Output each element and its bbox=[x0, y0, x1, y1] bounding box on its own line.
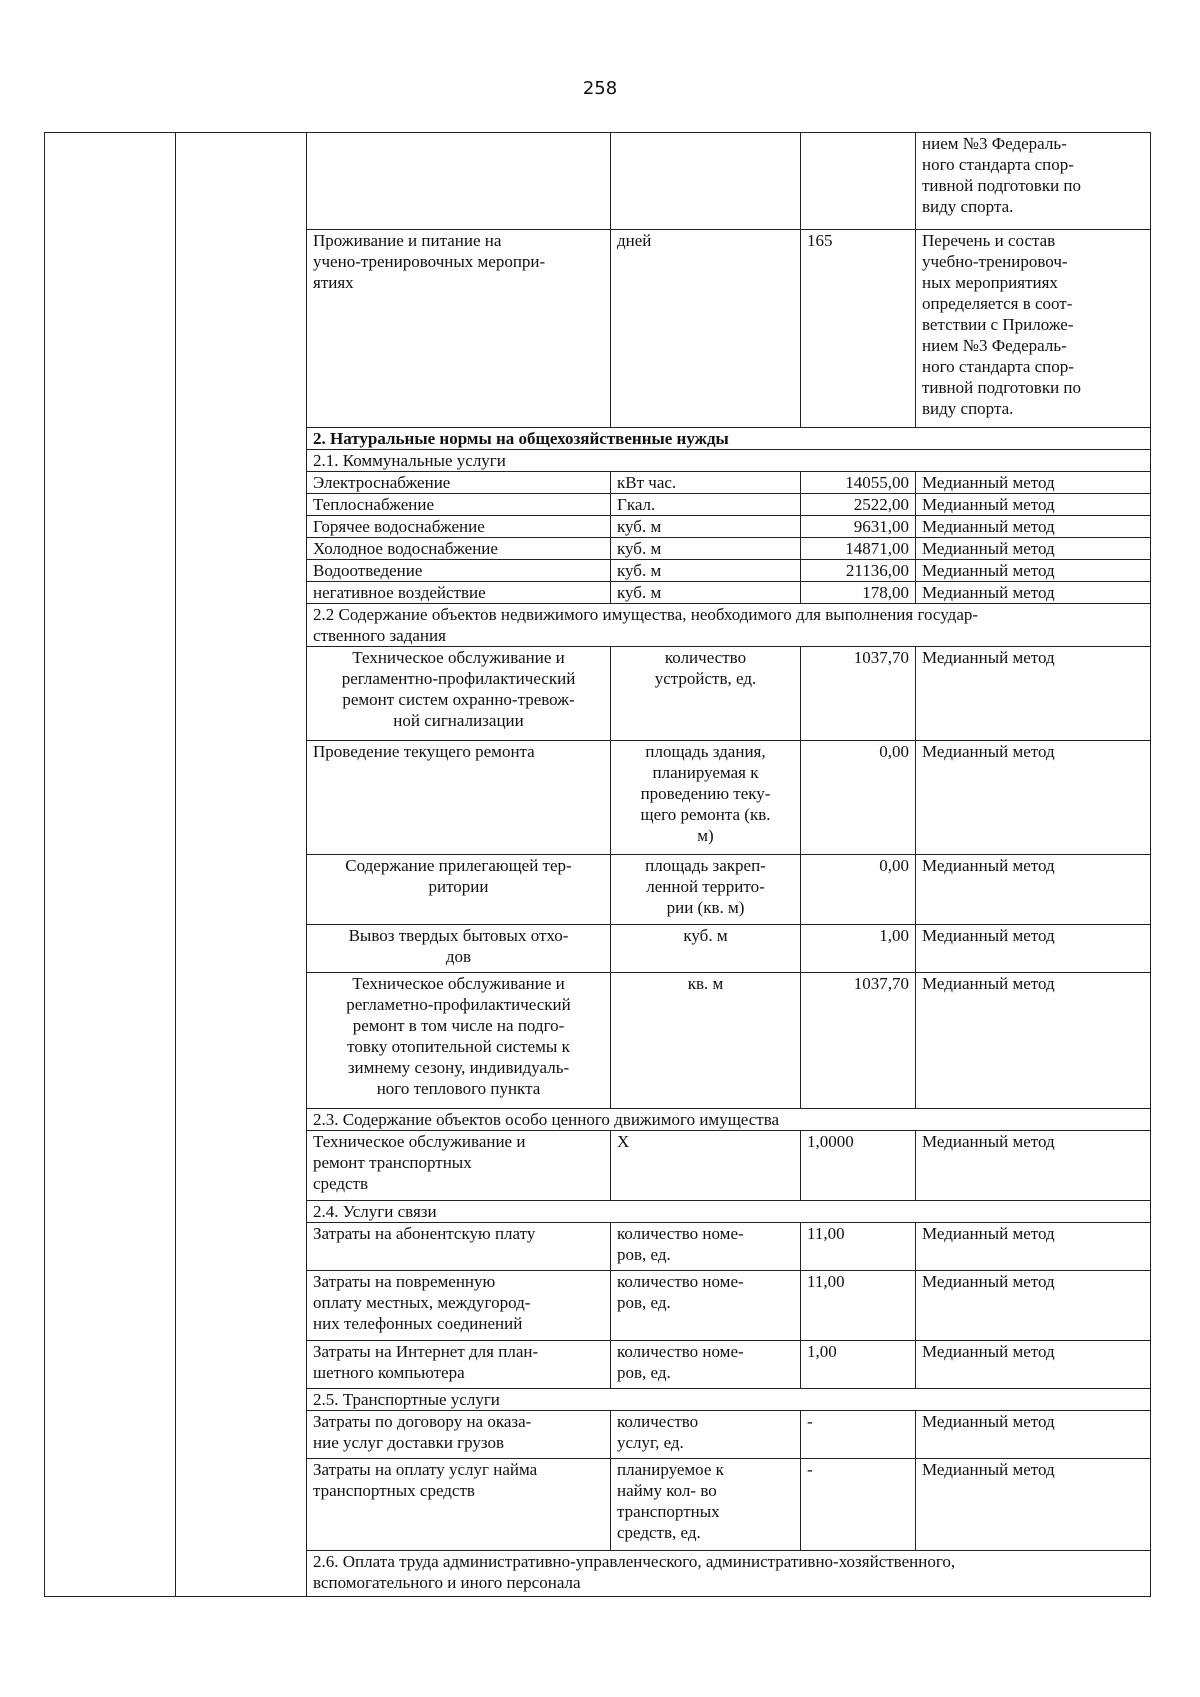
property-item-value: 1037,70 bbox=[801, 973, 916, 1109]
property-item-value: 0,00 bbox=[801, 741, 916, 855]
comm-item-value: 11,00 bbox=[801, 1223, 916, 1271]
utility-name: Холодное водоснабжение bbox=[307, 538, 611, 560]
comm-item-value: 11,00 bbox=[801, 1271, 916, 1341]
comm-item-method: Медианный метод bbox=[916, 1341, 1151, 1389]
comm-item-method: Медианный метод bbox=[916, 1271, 1151, 1341]
row-value: 165 bbox=[801, 230, 916, 428]
property-item-method: Медианный метод bbox=[916, 925, 1151, 973]
utility-value: 9631,00 bbox=[801, 516, 916, 538]
property-item-value: 0,00 bbox=[801, 855, 916, 925]
transport-item-name: Затраты по договору на оказа- ние услуг доставки грузов bbox=[307, 1411, 611, 1459]
comm-item-value: 1,00 bbox=[801, 1341, 916, 1389]
comm-item-name: Затраты на повременную оплату местных, междугород- них телефонных соединений bbox=[307, 1271, 611, 1341]
row-unit: дней bbox=[611, 230, 801, 428]
row-name bbox=[307, 133, 611, 230]
movable-item-unit: X bbox=[611, 1131, 801, 1201]
property-item-value: 1037,70 bbox=[801, 647, 916, 741]
comm-item-name: Затраты на абонентскую плату bbox=[307, 1223, 611, 1271]
utility-method: Медианный метод bbox=[916, 560, 1151, 582]
property-item-name: Проведение текущего ремонта bbox=[307, 741, 611, 855]
transport-item-method: Медианный метод bbox=[916, 1459, 1151, 1551]
norms-table bbox=[44, 132, 1151, 1597]
utility-name: Горячее водоснабжение bbox=[307, 516, 611, 538]
row-value bbox=[801, 133, 916, 230]
utility-name: Электроснабжение bbox=[307, 472, 611, 494]
comm-item-name: Затраты на Интернет для план- шетного компьютера bbox=[307, 1341, 611, 1389]
utility-unit: куб. м bbox=[611, 538, 801, 560]
utility-name: негативное воздействие bbox=[307, 582, 611, 604]
property-item-name: Вывоз твердых бытовых отхо- дов bbox=[307, 925, 611, 973]
utility-unit: кВт час. bbox=[611, 472, 801, 494]
page-number: 258 bbox=[582, 78, 618, 99]
property-item-unit: кв. м bbox=[611, 973, 801, 1109]
transport-item-method: Медианный метод bbox=[916, 1411, 1151, 1459]
utility-name: Водоотведение bbox=[307, 560, 611, 582]
property-item-unit: площадь закреп- ленной террито- рии (кв. м) bbox=[611, 855, 801, 925]
utility-unit: куб. м bbox=[611, 582, 801, 604]
section-2-6-heading: 2.6. Оплата труда административно-управленческого, административно-хозяйственного, вспомогательного и иного персонала bbox=[307, 1551, 1151, 1597]
utility-unit: Гкал. bbox=[611, 494, 801, 516]
utility-method: Медианный метод bbox=[916, 494, 1151, 516]
utility-value: 2522,00 bbox=[801, 494, 916, 516]
movable-item-name: Техническое обслуживание и ремонт транспортных средств bbox=[307, 1131, 611, 1201]
property-item-unit: площадь здания, планируемая к проведению теку- щего ремонта (кв. м) bbox=[611, 741, 801, 855]
property-item-method: Медианный метод bbox=[916, 647, 1151, 741]
section-2-heading: 2. Натуральные нормы на общехозяйственные нужды bbox=[307, 428, 1151, 450]
section-2-2-heading: 2.2 Содержание объектов недвижимого имущества, необходимого для выполнения государ- ственного задания bbox=[307, 604, 1151, 647]
utility-value: 178,00 bbox=[801, 582, 916, 604]
transport-item-name: Затраты на оплату услуг найма транспортных средств bbox=[307, 1459, 611, 1551]
comm-item-method: Медианный метод bbox=[916, 1223, 1151, 1271]
property-item-unit: количество устройств, ед. bbox=[611, 647, 801, 741]
utility-method: Медианный метод bbox=[916, 516, 1151, 538]
property-item-name: Техническое обслуживание и регламентно-профилактический ремонт систем охранно-тревож- ной сигнализации bbox=[307, 647, 611, 741]
row-unit bbox=[611, 133, 801, 230]
property-item-name: Содержание прилегающей тер- ритории bbox=[307, 855, 611, 925]
comm-item-unit: количество номе- ров, ед. bbox=[611, 1223, 801, 1271]
property-item-method: Медианный метод bbox=[916, 855, 1151, 925]
utility-name: Теплоснабжение bbox=[307, 494, 611, 516]
row-method: нием №3 Федераль- ного стандарта спор- тивной подготовки по виду спорта. bbox=[916, 133, 1151, 230]
property-item-unit: куб. м bbox=[611, 925, 801, 973]
utility-method: Медианный метод bbox=[916, 538, 1151, 560]
transport-item-unit: количество услуг, ед. bbox=[611, 1411, 801, 1459]
transport-item-unit: планируемое к найму кол- во транспортных средств, ед. bbox=[611, 1459, 801, 1551]
comm-item-unit: количество номе- ров, ед. bbox=[611, 1271, 801, 1341]
utility-value: 21136,00 bbox=[801, 560, 916, 582]
utility-value: 14055,00 bbox=[801, 472, 916, 494]
left-blank-column-1 bbox=[45, 133, 176, 1597]
movable-item-value: 1,0000 bbox=[801, 1131, 916, 1201]
comm-item-unit: количество номе- ров, ед. bbox=[611, 1341, 801, 1389]
section-2-4-heading: 2.4. Услуги связи bbox=[307, 1201, 1151, 1223]
utility-value: 14871,00 bbox=[801, 538, 916, 560]
utility-method: Медианный метод bbox=[916, 472, 1151, 494]
row-name: Проживание и питание на учено-тренировочных меропри- ятиях bbox=[307, 230, 611, 428]
left-blank-column-2 bbox=[176, 133, 307, 1597]
utility-unit: куб. м bbox=[611, 560, 801, 582]
row-method: Перечень и состав учебно-тренировоч- ных мероприятиях определяется в соот- ветствии с Приложе- нием №3 Федераль- ного стандарта спор- тивной подготовки по виду спорта. bbox=[916, 230, 1151, 428]
utility-unit: куб. м bbox=[611, 516, 801, 538]
movable-item-method: Медианный метод bbox=[916, 1131, 1151, 1201]
section-2-3-heading: 2.3. Содержание объектов особо ценного движимого имущества bbox=[307, 1109, 1151, 1131]
utility-method: Медианный метод bbox=[916, 582, 1151, 604]
transport-item-value: - bbox=[801, 1411, 916, 1459]
transport-item-value: - bbox=[801, 1459, 916, 1551]
section-2-1-heading: 2.1. Коммунальные услуги bbox=[307, 450, 1151, 472]
property-item-name: Техническое обслуживание и регламетно-профилактический ремонт в том числе на подго- товку отопительной системы к зимнему сезону, индивидуаль- ного теплового пункта bbox=[307, 973, 611, 1109]
property-item-method: Медианный метод bbox=[916, 741, 1151, 855]
section-2-5-heading: 2.5. Транспортные услуги bbox=[307, 1389, 1151, 1411]
property-item-method: Медианный метод bbox=[916, 973, 1151, 1109]
property-item-value: 1,00 bbox=[801, 925, 916, 973]
